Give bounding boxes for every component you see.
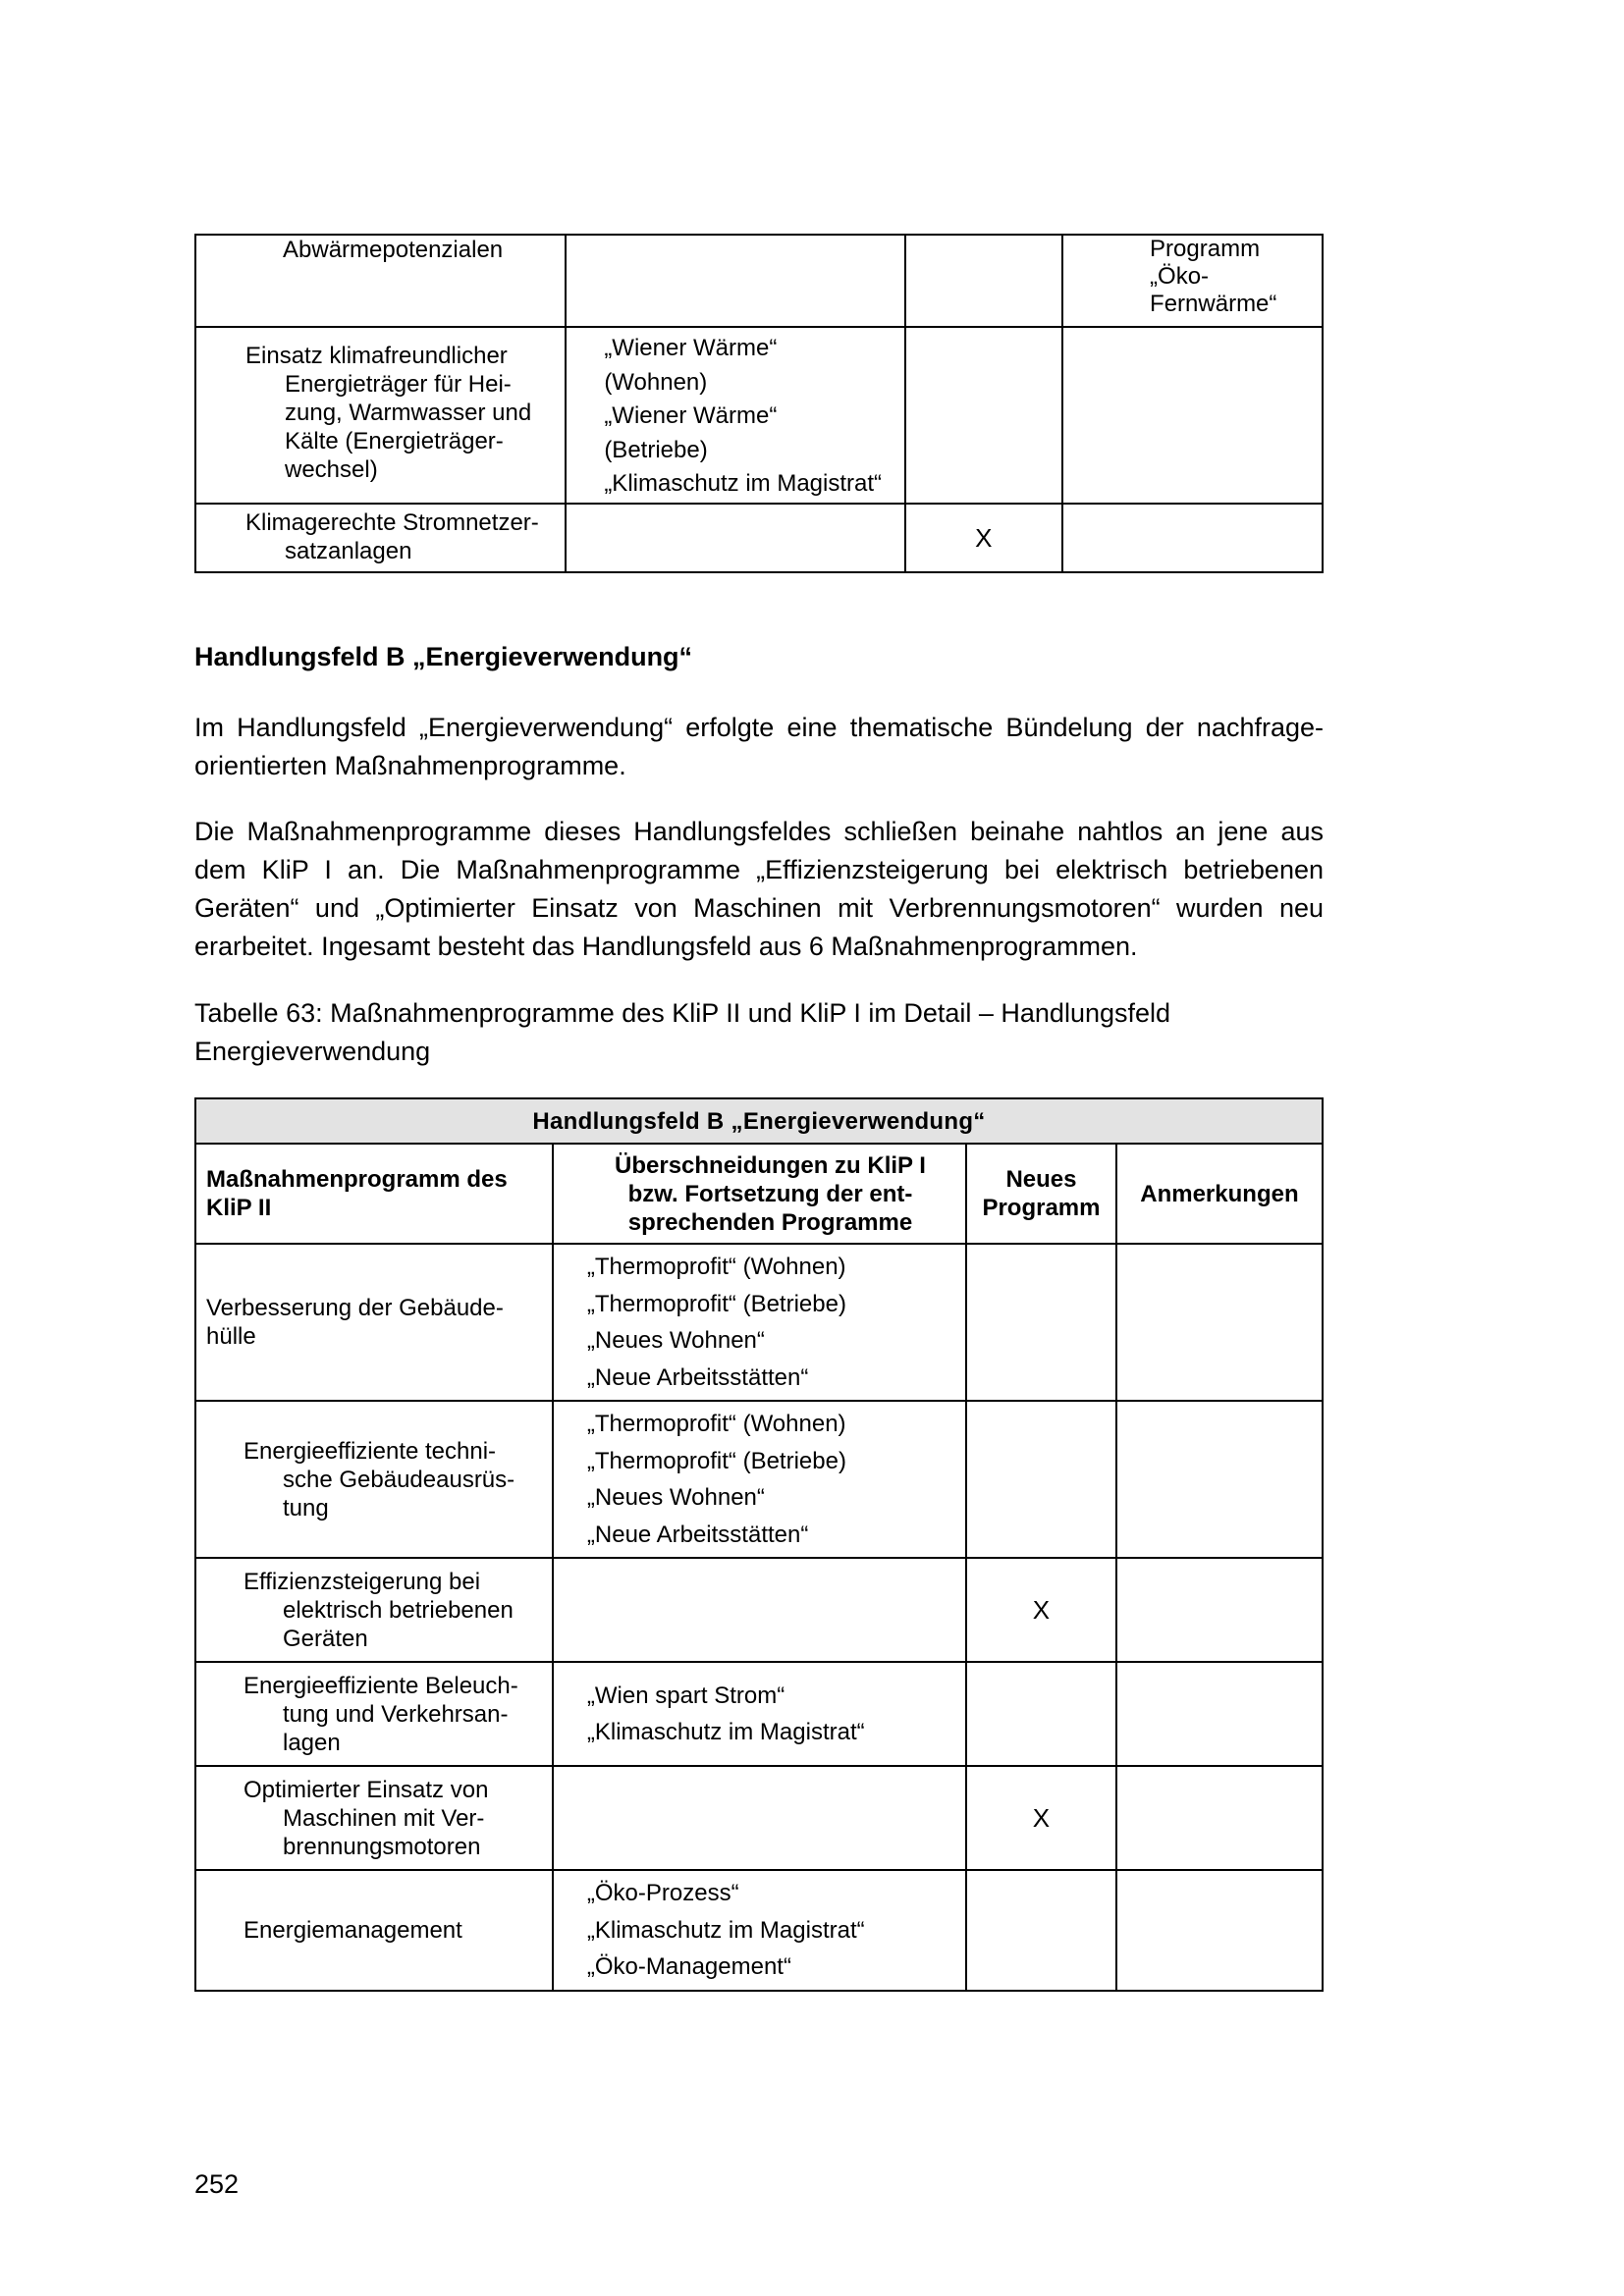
header-overlap: Überschneidungen zu KliP I bzw. Fortsetzung der ent-sprechenden Programme (553, 1144, 966, 1244)
references-cell (553, 1558, 966, 1662)
remarks-cell (1062, 235, 1323, 327)
reference-line: „Klimaschutz im Magistrat“ (586, 1916, 865, 1944)
programmes-table (194, 1097, 1324, 1992)
reference-line: „Neue Arbeitsstätten“ (586, 1363, 809, 1391)
programme-line: zung, Warmwasser und (285, 400, 532, 426)
table-row (195, 235, 1323, 327)
section-heading: Handlungsfeld B „Energieverwendung“ (194, 642, 693, 671)
programme-line: Klimagerechte Stromnetzer- (245, 509, 539, 536)
table-row (195, 1401, 1323, 1558)
reference-line: „Öko-Management“ (586, 1953, 791, 1980)
programme-line: elektrisch betriebenen (283, 1596, 514, 1624)
reference-line: „Thermoprofit“ (Betriebe) (586, 1447, 846, 1474)
header-new-programme: Neues Programm (966, 1144, 1116, 1244)
table-row (195, 504, 1323, 572)
programme-line: Verbesserung der Gebäude- (206, 1295, 504, 1321)
programme-line: tung und Verkehrsan- (283, 1700, 509, 1728)
paragraph: Die Maßnahmenprogramme dieses Handlungsfeldes schließen beinahe nahtlos an jene aus dem KliP I an. Die Maßnahmenprogramme „Effizienzsteigerung bei elektrisch betriebenen Geräten“ und „Optimierter Einsatz von Maschinen mit Verbrennungsmotoren“ wurden neu erarbeitet. Ingesamt besteht das Handlungsfeld aus 6 Maßnahmenprogrammen. (194, 817, 1324, 961)
programme-line: sche Gebäudeausrüs- (283, 1466, 515, 1493)
programme-line: tung (283, 1494, 329, 1522)
programme-line: Optimierter Einsatz von (244, 1776, 489, 1803)
new-programme-cell (966, 1401, 1116, 1558)
remarks-cell (1116, 1870, 1323, 1991)
programme-line: Energieeffiziente techni- (244, 1437, 497, 1465)
programme-line: Einsatz klimafreundlicher (245, 343, 508, 369)
reference-line: „Klimaschutz im Magistrat“ (604, 470, 883, 497)
programme-line: Maschinen mit Ver- (283, 1804, 485, 1832)
reference-line: (Betriebe) (604, 436, 708, 463)
remark-line: „Öko- (1150, 263, 1210, 290)
programme-cell (195, 1558, 553, 1662)
new-programme-cell (905, 327, 1063, 504)
programme-line: Effizienzsteigerung bei (244, 1568, 481, 1595)
table-row (195, 327, 1323, 504)
reference-line: „Neues Wohnen“ (586, 1327, 765, 1354)
programme-line: hülle (206, 1323, 256, 1350)
reference-line: (Wohnen) (604, 368, 708, 396)
reference-line: „Thermoprofit“ (Wohnen) (586, 1411, 846, 1437)
remarks-cell (1116, 1662, 1323, 1766)
new-programme-cell (966, 1244, 1116, 1401)
reference-line: „Wien spart Strom“ (586, 1682, 785, 1709)
programme-line: Energieeffiziente Beleuch- (244, 1672, 518, 1699)
remarks-cell (1116, 1558, 1323, 1662)
new-programme-mark: X (905, 504, 1063, 572)
remarks-cell (1062, 504, 1323, 572)
programme-line: Geräten (283, 1625, 368, 1652)
table-title-row (195, 1098, 1323, 1144)
programme-line: Abwärmepotenzialen (283, 237, 504, 263)
reference-line: „Wiener Wärme“ (604, 402, 778, 429)
continuation-table (194, 234, 1324, 573)
remark-line: Fernwärme“ (1150, 291, 1277, 317)
programme-line: brennungsmotoren (283, 1833, 481, 1860)
table-header-row (195, 1144, 1323, 1244)
table-row (195, 1244, 1323, 1401)
remarks-cell (1116, 1401, 1323, 1558)
programme-line: Energiemanagement (244, 1916, 462, 1944)
table-title: Handlungsfeld B „Energieverwendung“ (195, 1098, 1323, 1144)
reference-line: „Neues Wohnen“ (586, 1484, 765, 1511)
remarks-cell (1116, 1244, 1323, 1401)
programme-cell (195, 327, 566, 504)
reference-line: „Wiener Wärme“ (604, 335, 778, 361)
new-programme-cell (966, 1662, 1116, 1766)
reference-line: „Klimaschutz im Magistrat“ (586, 1719, 865, 1745)
references-cell (553, 1766, 966, 1870)
references-cell (566, 504, 904, 572)
references-cell (553, 1662, 966, 1766)
reference-line: „Thermoprofit“ (Betriebe) (586, 1290, 846, 1317)
programme-line: Energieträger für Hei- (285, 371, 512, 398)
programme-cell (195, 1662, 553, 1766)
header-remarks: Anmerkungen (1116, 1144, 1323, 1244)
new-programme-mark: X (966, 1558, 1116, 1662)
programme-line: Kälte (Energieträger- (285, 428, 504, 454)
remarks-cell (1062, 327, 1323, 504)
page-number: 252 (194, 2169, 240, 2199)
new-programme-cell (905, 235, 1063, 327)
reference-line: „Thermoprofit“ (Wohnen) (586, 1254, 846, 1280)
table-row (195, 1558, 1323, 1662)
programme-cell (195, 1766, 553, 1870)
programme-line: satzanlagen (285, 538, 412, 564)
table-row (195, 1870, 1323, 1991)
programme-cell (195, 1401, 553, 1558)
programme-cell (195, 1870, 553, 1991)
new-programme-cell (966, 1870, 1116, 1991)
references-cell (553, 1401, 966, 1558)
reference-line: „Neue Arbeitsstätten“ (586, 1521, 809, 1548)
programme-cell (195, 235, 566, 327)
references-cell (553, 1244, 966, 1401)
references-cell (566, 235, 904, 327)
programme-line: lagen (283, 1729, 341, 1756)
paragraph: Im Handlungsfeld „Energieverwendung“ erfolgte eine thematische Bündelung der nachfrage-orientierten Maßnahmenprogramme. (194, 713, 1324, 780)
new-programme-mark: X (966, 1766, 1116, 1870)
remarks-cell (1116, 1766, 1323, 1870)
remark-line: Programm (1150, 236, 1261, 262)
table-caption: Tabelle 63: Maßnahmenprogramme des KliP II und KliP I im Detail – Handlungsfeld Energieverwendung (194, 998, 1171, 1066)
programme-line: wechsel) (285, 456, 378, 483)
programme-cell (195, 1244, 553, 1401)
references-cell (553, 1870, 966, 1991)
reference-line: „Öko-Prozess“ (586, 1880, 739, 1906)
table-row (195, 1766, 1323, 1870)
table-row (195, 1662, 1323, 1766)
programme-cell (195, 504, 566, 572)
header-programme: Maßnahmenprogramm des KliP II (195, 1144, 553, 1244)
references-cell (566, 327, 904, 504)
